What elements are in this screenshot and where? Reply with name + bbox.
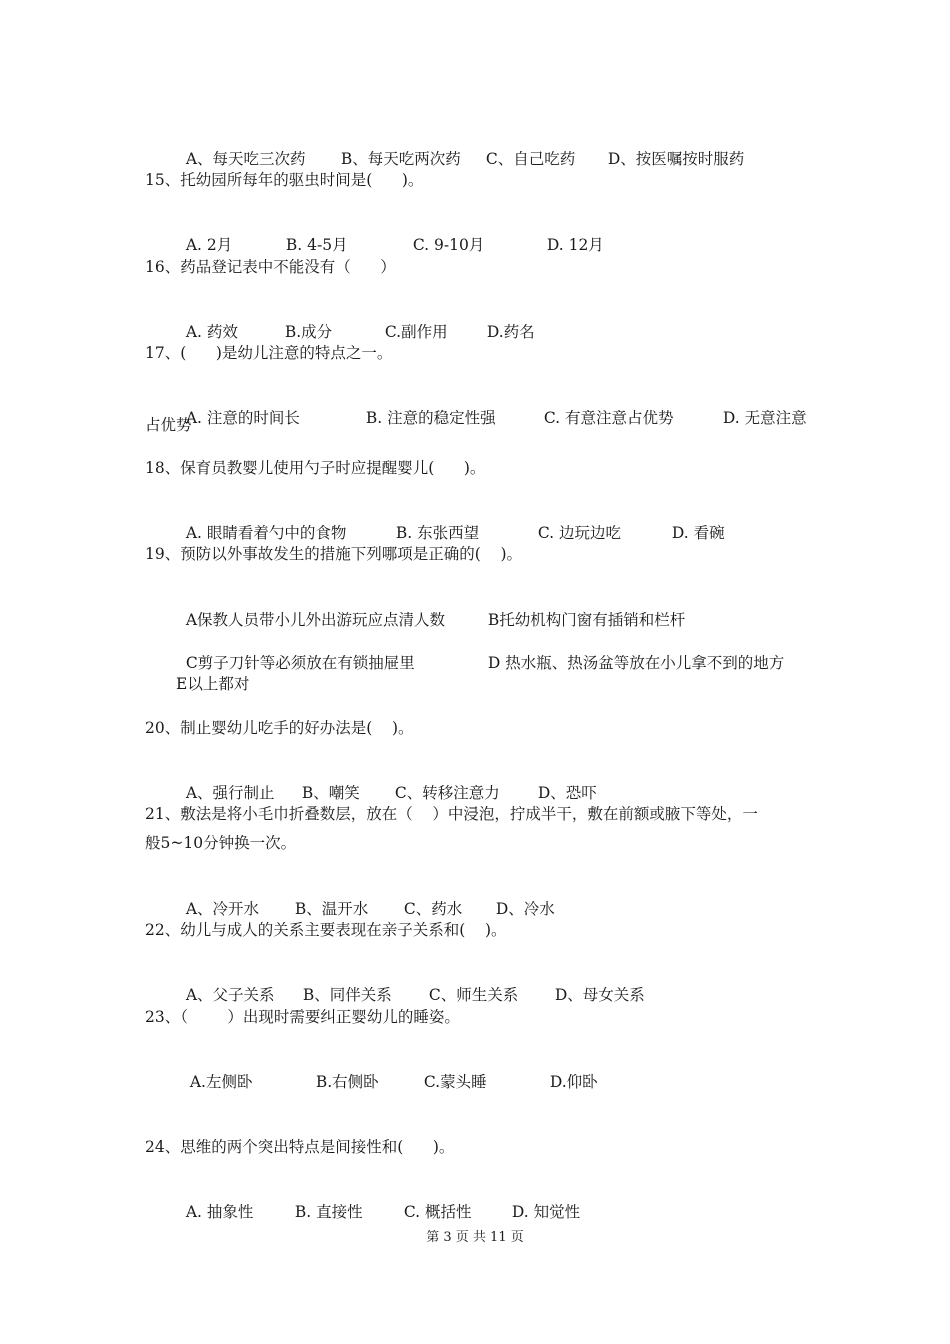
question-16: 16、药品登记表中不能没有（ ） bbox=[145, 258, 396, 276]
option-b: B. 4-5月 bbox=[285, 236, 348, 254]
option-b: B.成分 bbox=[284, 323, 333, 341]
option-c: C. 边玩边吃 bbox=[537, 524, 622, 542]
option-b: B、每天吃两次药 bbox=[340, 150, 461, 168]
question-15: 15、托幼园所每年的驱虫时间是( )。 bbox=[145, 171, 424, 189]
option-b: B. 东张西望 bbox=[395, 524, 480, 542]
question-21: 21、敷法是将小毛巾折叠数层，放在（ ）中浸泡，拧成半干，敷在前额或腋下等处，一 bbox=[145, 805, 758, 823]
option-d: D、恐吓 bbox=[537, 784, 597, 802]
option-b: B、嘲笑 bbox=[301, 784, 360, 802]
option-c: C.蒙头睡 bbox=[423, 1073, 487, 1091]
option-b: B托幼机构门窗有插销和栏杆 bbox=[487, 611, 686, 629]
question-24: 24、思维的两个突出特点是间接性和( )。 bbox=[145, 1138, 455, 1156]
option-d: D. 无意注意 bbox=[722, 409, 807, 427]
question-17: 17、( )是幼儿注意的特点之一。 bbox=[145, 344, 393, 362]
q19-options-ab bbox=[176, 587, 685, 631]
option-b: B、温开水 bbox=[294, 900, 369, 918]
option-a: A. 注意的时间长 bbox=[185, 409, 300, 427]
option-c: C. 有意注意占优势 bbox=[543, 409, 674, 427]
option-c: C、师生关系 bbox=[428, 986, 519, 1004]
page-number-footer: 第 3 页 共 11 页 bbox=[426, 1230, 524, 1245]
option-c: C、药水 bbox=[403, 900, 463, 918]
option-a: A. 2月 bbox=[185, 236, 233, 254]
option-d: D. 知觉性 bbox=[511, 1203, 581, 1221]
option-a: A保教人员带小儿外出游玩应点清人数 bbox=[185, 611, 446, 629]
q17-options bbox=[176, 385, 807, 429]
option-c: C、转移注意力 bbox=[394, 784, 500, 802]
option-a: A、父子关系 bbox=[185, 986, 275, 1004]
q22-options bbox=[176, 962, 645, 1006]
option-d: D、按医嘱按时服药 bbox=[607, 150, 745, 168]
option-a: A、强行制止 bbox=[185, 784, 275, 802]
q19-options-cd bbox=[176, 630, 784, 674]
option-a: A.左侧卧 bbox=[189, 1073, 253, 1091]
q18-options bbox=[176, 500, 725, 544]
option-c: C.副作用 bbox=[384, 323, 448, 341]
option-d: D.仰卧 bbox=[549, 1073, 598, 1091]
question-20: 20、制止婴幼儿吃手的好办法是( )。 bbox=[145, 719, 414, 737]
option-b: B. 直接性 bbox=[294, 1203, 363, 1221]
option-c: C、自己吃药 bbox=[485, 150, 576, 168]
q17-options-continued: 占优势 bbox=[145, 416, 192, 434]
q21-options bbox=[176, 876, 555, 920]
question-21-continued: 般5~10分钟换一次。 bbox=[145, 834, 297, 852]
option-a: A. 抽象性 bbox=[185, 1203, 254, 1221]
question-19: 19、预防以外事故发生的措施下列哪项是正确的( )。 bbox=[145, 545, 523, 563]
option-d: D. 12月 bbox=[546, 236, 604, 254]
option-b: B.右侧卧 bbox=[315, 1073, 379, 1091]
q20-options bbox=[176, 760, 597, 804]
option-d: D、冷水 bbox=[495, 900, 555, 918]
option-c: C. 9-10月 bbox=[412, 236, 485, 254]
option-c: C剪子刀针等必须放在有锁抽屉里 bbox=[185, 654, 415, 672]
q14-options bbox=[176, 126, 744, 170]
question-18: 18、保育员教婴儿使用勺子时应提醒婴儿( )。 bbox=[145, 459, 486, 477]
q19-option-e: E以上都对 bbox=[176, 675, 250, 693]
q15-options bbox=[176, 212, 604, 256]
option-a: A. 药效 bbox=[185, 323, 238, 341]
q24-options bbox=[176, 1179, 580, 1223]
option-a: A、每天吃三次药 bbox=[185, 150, 306, 168]
option-d: D.药名 bbox=[486, 323, 535, 341]
question-23: 23、（ ）出现时需要纠正婴幼儿的睡姿。 bbox=[145, 1008, 460, 1026]
option-d: D. 看碗 bbox=[671, 524, 725, 542]
option-a: A、冷开水 bbox=[185, 900, 260, 918]
option-c: C. 概括性 bbox=[403, 1203, 472, 1221]
q23-options bbox=[180, 1049, 598, 1093]
option-d: D 热水瓶、热汤盆等放在小儿拿不到的地方 bbox=[487, 654, 785, 672]
question-22: 22、幼儿与成人的关系主要表现在亲子关系和( )。 bbox=[145, 921, 507, 939]
option-d: D、母女关系 bbox=[554, 986, 645, 1004]
option-b: B、同伴关系 bbox=[302, 986, 392, 1004]
option-a: A. 眼睛看着勺中的食物 bbox=[185, 524, 347, 542]
q16-options bbox=[176, 299, 535, 343]
option-b: B. 注意的稳定性强 bbox=[365, 409, 496, 427]
